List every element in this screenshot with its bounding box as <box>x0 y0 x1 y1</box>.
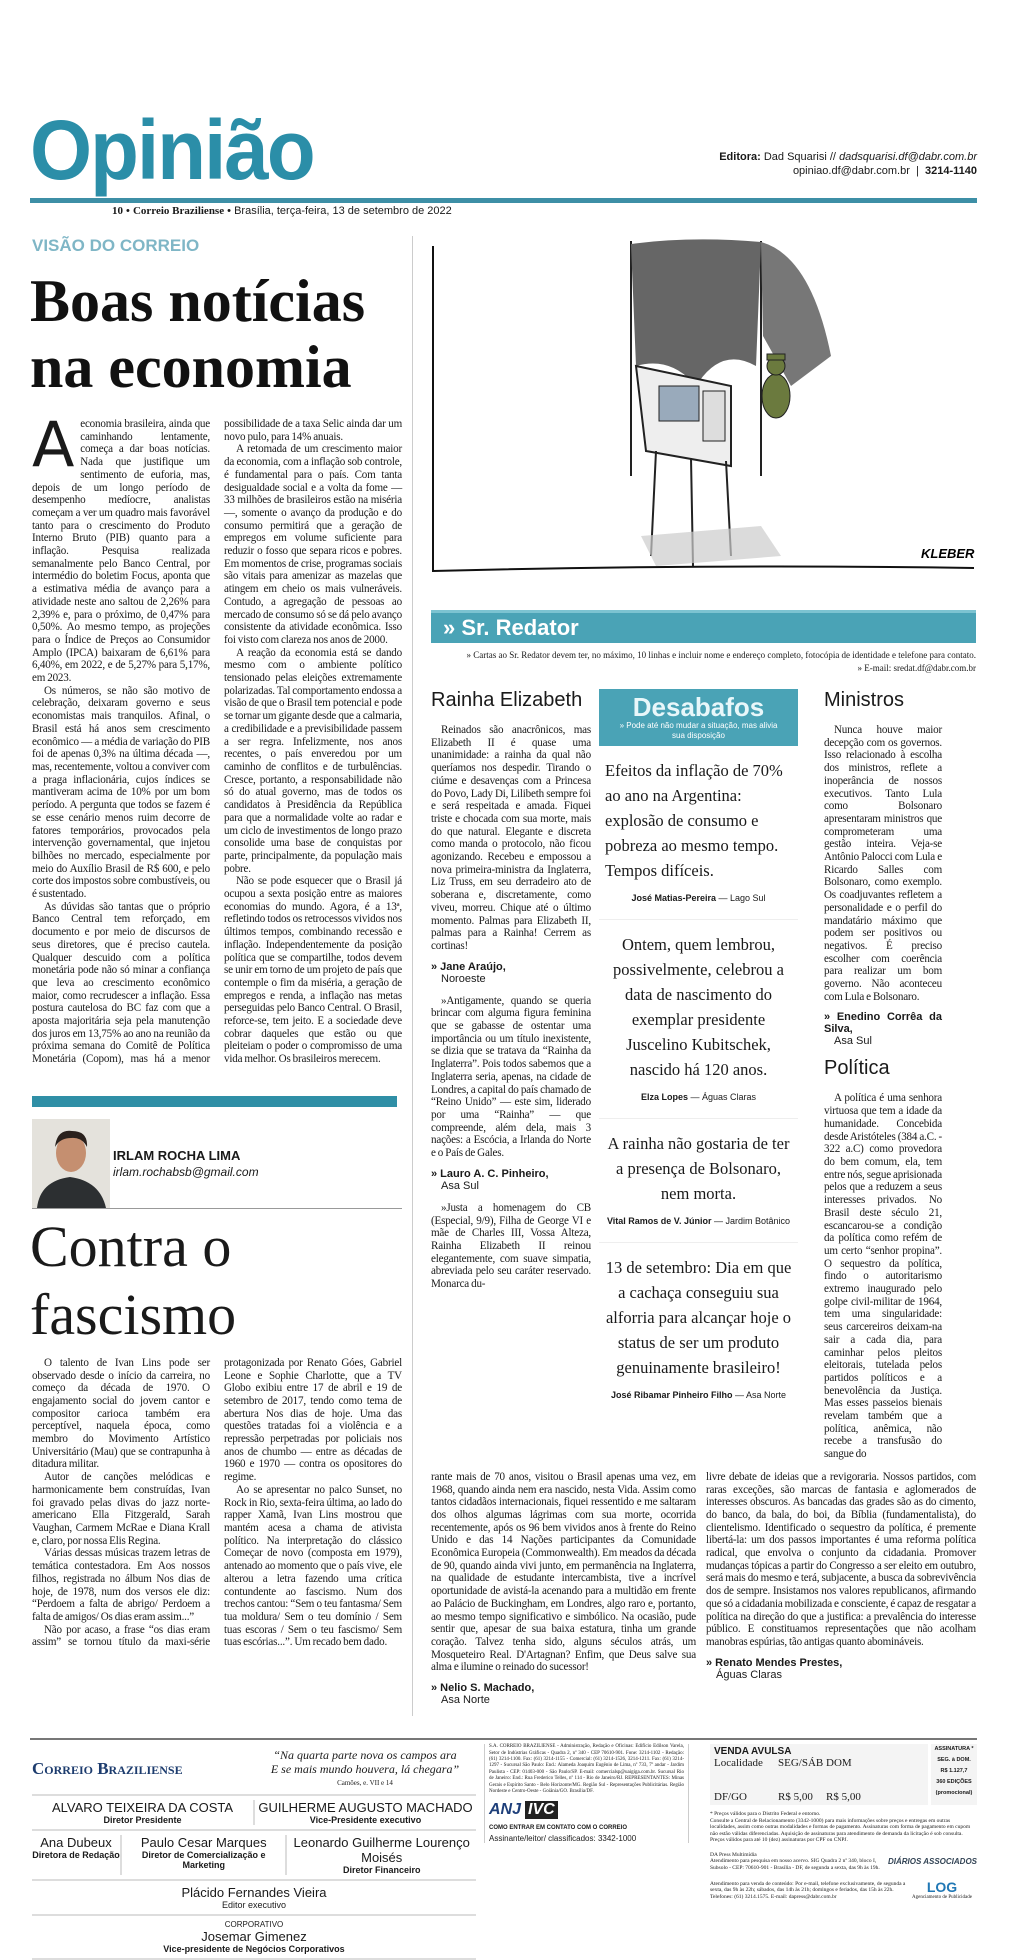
person-role: Editor executivo <box>221 1900 287 1911</box>
headline-line: na economia <box>30 334 352 400</box>
footer <box>30 1744 977 1960</box>
dateline: 10 • Correio Braziliense • Brasília, terça-feira, 13 de setembro de 2022 <box>112 205 452 217</box>
desabafo-author: Vital Ramos de V. Júnior <box>606 1216 712 1226</box>
paragraph: Autor de canções melódicas e harmonicamente bem construídas, Ivan foi gravado pelas divas do jazz norte-americano Ella Fitzgerald, Sarah Vaughan, Carmem McRae e Diana Krall e, claro, por nossa Elis Regina. <box>32 1471 210 1547</box>
subscription-price: R$ 1.127,7 <box>940 1768 968 1775</box>
editorial-cartoon <box>431 236 976 581</box>
paragraph: Não por acaso, a frase “os dias eram assim” se tornou título da maxi-série protagonizada por Renato Góes, Gabriel Leone e Sophie Charlotte, que a TV Globo exibiu entre 17 de abril e 19 de setembro de 2017, tendo como tema de abertura Nos dias de hoje. Uma das questões tratadas foi a violência e a repressão perpetradas por policiais nos anos de chumbo — entre as décadas de 1960 e 1970 — contra os opositores do regime. <box>32 1356 402 1649</box>
corporate-label: CORPORATIVO <box>224 1920 284 1930</box>
editorial-kicker: VISÃO DO CORREIO <box>32 236 200 255</box>
desabafo-place: — Águas Claras <box>690 1092 757 1102</box>
letter-text: Nunca houve maior decepção com os governos. Isso relacionado à escolha dos ministros, reflete a inoperância de nossos executivos. Tanto Lula como Bolsonaro apresentaram ministros que comprometeram uma gestão inteira. Veja-se Antônio Palocci com Lula e Ricardo Salles com Bolsonaro, como exemplo. Os coadjuvantes refletem a personalidade e o perfil do mandatário máximo que podem ser positivos ou negativos. É preciso escolher com coerência para realizar um bom governo. Não aconteceu com Lula e Bolsonaro. <box>824 724 942 1003</box>
letter-city: Águas Claras <box>716 1668 783 1681</box>
person-name: Paulo Cesar Marques <box>140 1835 267 1851</box>
table-header: SEG/SÁB <box>778 1757 824 1770</box>
paragraph: O talento de Ivan Lins pode ser observado desde o início da carreira, no começo da década de 1970. O engajamento social do jovem cantor e compositor carioca também era perceptível, naquela época, como membro do Movimento Artístico Universitário (Mau) que se contrapunha à ditadura militar. <box>32 1356 210 1471</box>
central-note: Consulte a Central de Relacionamento (3342-1000) para mais informações sobre preços e entregas em outras localidades, assim como outras modalidades e formas de pagamento. Assinaturas com forma de pagamento em cupom não estão válidas diferenciadas. Aquisição de assinaturas para atendimento de demanda da licitação é sob consulta. Preços válidos para até 10 (dez) assinaturas por CPF ou CNPJ. <box>710 1817 971 1844</box>
column-headline: Contra o fascismo <box>30 1213 237 1347</box>
person-name: ALVARO TEIXEIRA DA COSTA <box>51 1800 234 1816</box>
table-header: DOM <box>826 1757 852 1770</box>
desabafo-item <box>599 1119 798 1243</box>
table-cell: R$ 5,00 <box>778 1791 813 1804</box>
desabafo-text: A rainha não gostaria de ter a presença de Bolsonaro, nem morta. <box>607 1134 790 1203</box>
paragraph: Os números, se não são motivo de celebração, deixaram governo e seus economistas mais tranquilos. Afinal, o Brasil está há anos sem crescimento econômico — a média de variação do PIB foi de apenas 0,3% na última década —, mas, recentemente, voltou a conviver com a praga inflacionária, cujos índices se mantiveram acima de 10% por um bom período. A pergunta que todos se fazem é se esse cenário menos ruim decorre de fatores temporários, provocados pela intervenção governamental, que injetou bilhões no mercado, especialmente por meio do Auxílio Brasil de R$ 600, e pelo corte dos impostos sobre combustíveis, ou é sustentado. <box>32 684 210 901</box>
desabafo-author: José Matias-Pereira <box>631 893 716 903</box>
letter-politica-continued <box>706 1471 976 1716</box>
person-role: Diretor Presidente <box>103 1815 182 1826</box>
cartoon-signature: KLEBER <box>921 546 975 561</box>
paragraph: A reação da economia está se dando mesmo com o ambiente político tensionado pelas eleições extremamente polarizadas. Tal comportamento endossa a visão de que o Brasil tem potencial e pode se tornar um gigante desde que a calmaria, a credibilidade e a previsibilidade passem a ser regra. Infelizmente, nos anos recentes, o país enveredou por um caminho de conflitos e de turbulências. Cresce, portanto, a responsabilidade não só do atual governo, mas de todos os candidatos à Presidência da República para que a normalidade volte ao radar e um ciclo de investimentos de longo prazo consolide uma base de conquistas por parte, principalmente, da população mais pobre. <box>224 646 402 875</box>
table-header: Localidade <box>714 1757 763 1770</box>
author-name: IRLAM ROCHA LIMA <box>113 1147 241 1163</box>
desabafo-author: Elza Lopes <box>640 1092 688 1102</box>
letter-signature: » Enedino Corrêa da Silva, <box>824 1011 942 1036</box>
desabafos-title: Desabafos <box>632 692 765 722</box>
contact-title: COMO ENTRAR EM CONTATO COM O CORREIO <box>489 1825 627 1832</box>
subscription-days: SEG. à DOM. <box>937 1757 971 1764</box>
desabafos-box <box>599 689 798 1416</box>
anj-logo: ANJ <box>489 1801 522 1819</box>
paragraph: Várias dessas músicas trazem letras de temática contestadora. Em Aos nossos filhos, registrada no álbum Nos dias de hoje, de 1978, num dos versos ele diz: “Perdoem a falta de abrigo/ Perdoem a falta de amigos/ Os dias eram assim...” <box>32 1547 210 1623</box>
right-column <box>431 236 976 1716</box>
header-rule <box>30 198 977 203</box>
desabafo-item <box>599 746 798 920</box>
column-bar <box>32 1096 397 1107</box>
person-name: Ana Dubeux <box>40 1835 112 1851</box>
da-press: DA Press Multimídia <box>710 1851 757 1858</box>
prices-note: * Preços válidos para o Distrito Federal e entorno. <box>710 1811 821 1818</box>
letter-title: Política <box>824 1057 890 1080</box>
section-phone: 3214-1140 <box>925 165 977 177</box>
letter-city: Noroeste <box>441 972 486 985</box>
editor-label: Editora: <box>719 151 761 163</box>
quote-source: Camões, e. VII e 14 <box>337 1779 393 1788</box>
masthead-box <box>32 1744 476 1960</box>
section-title: Opinião <box>30 103 314 197</box>
person-name: Josemar Gimenez <box>201 1929 307 1945</box>
paragraph: Não se pode esquecer que o Brasil já ocupou a sexta posição entre as maiores economias do mundo. Agora, é a 13ª, refletindo todos os retrocessos vividos nos últimos tempos, combinando recessão e inflação. Independentemente da posição política que se compartilhe, todos devem se unir em torno de um projeto de país que contemple o fim da miséria, a geração de empregos e renda, a inflação nas metas perseguidas pelo Banco Central. O Brasil, reforce-se, tem jeito. E a sociedade deve cobrar daqueles que estão ou que pleiteiam o poder o compromisso de uma vida melhor. Os brasileiros merecem. <box>224 875 402 1066</box>
paragraph: A retomada de um crescimento maior da economia, com a inflação sob controle, é fundamental para o país. Com tanta desigualdade social e a volta da fome — 33 milhões de brasileiros estão na miséria —, somente o avanço da produção e do consumo permitirá que a geração de empregos em volume suficiente para reduzir o fosso que separa ricos e pobres. Em momentos de crise, programas sociais são vitais para amenizar as mazelas que atingem em cheio os mais vulneráveis. Contudo, a agregação de pessoas ao mercado de consumo só se dá pelo avanço consistente da atividade econômica. Isso foi visto com clareza nos anos de 2000. <box>224 443 402 646</box>
left-column <box>30 236 413 1716</box>
letter-city: Asa Norte <box>441 1694 490 1707</box>
paragraph: Ao se apresentar no palco Sunset, no Rock in Rio, sexta-feira última, ao lado do rapper Xamã, Ivan Lins mostrou que mantém acesa a chama de ativista político. Na interpretação do clássico Começar de novo (composta em 1979), antenado ao momento que o país vive, ele alterou a letra fazendo uma crítica contundente ao fascismo. Num dos trechos cantou: “Sem o teu fantasma/ Sem tua moldura/ Sem o teu domínio / Sem tuas escoras / Sem o teu fascismo/ Sem tuas escórias...”. Um recado bem dado. <box>224 1483 402 1649</box>
desabafo-text: 13 de setembro: Dia em que a cachaça conseguiu sua alforria para alcançar hoje o status de ser um produto genuinamente brasileiro! <box>605 1258 792 1377</box>
table-cell: DF/GO <box>714 1791 748 1804</box>
letters-note <box>431 649 976 675</box>
paper-name: Correio Braziliense <box>132 205 225 217</box>
service-text: Atendimento para venda de conteúdo: Por e-mail, telefone exclusivamente, de segunda a sexta, das 9h às 22h; sábados, das 14h às 21h; domingos e feriados, das 15h às 22h. Telefones: (61) 3214.1575. E-mail: dapress@dabr.com.br <box>710 1880 906 1900</box>
author-photo <box>32 1119 110 1208</box>
main-area <box>30 236 977 1716</box>
desabafo-place: — Asa Norte <box>735 1390 787 1400</box>
letters-email[interactable]: » E-mail: sredat.df@dabr.com.br <box>857 663 976 673</box>
quote-line: E se mais mundo houvera, lá chegara” <box>270 1762 460 1777</box>
letter-title: Ministros <box>824 689 905 711</box>
legal-text: S.A. CORREIO BRAZILIENSE - Administração, Redação e Oficinas: Edifício Edilson Varela, Setor de Indústrias Gráficas - Quadra 2, nº 340 - CEP 70610-901. Fone: 3214-1102 - Redação: (61) 3214-1100. Fax: (61) 3214-1155 - Comercial: (61) 3214-1526, 3214-1211. Fax: (61) 3214-1297 - Sucursal São Paulo: End.: Alameda Joaquim Eugênio de Lima, nº 733, 7º andar - Jardim Paulista - CEP: 01403-000 - São Paulo/SP. E-mail: comercialsp@uaigiga.com.br. Sucursal Rio de Janeiro: End.: Rua Frederico Telles, nº 114 - Rio de Janeiro/RJ. REPRESENTANTES: Minas Gerais e Espírito Santo - Belo Horizonte/MG. Região Sul - Representações Publicitárias. Região Nordeste e Centro-Oeste - Goiânia/GO. Brasília/DF. <box>489 1744 684 1794</box>
letter-rainha-continued <box>431 1471 696 1716</box>
date: Brasília, terça-feira, 13 de setembro de 2022 <box>234 205 452 217</box>
editorial-body <box>30 408 402 1066</box>
letter-city: Asa Sul <box>834 1035 872 1048</box>
quote-line: “Na quarta parte nova os campos ara <box>273 1748 457 1763</box>
column-body <box>30 1357 402 1649</box>
contact-phone[interactable]: Assinante/leitor/ classificados: 3342-1000 <box>489 1834 637 1844</box>
author-email[interactable]: irlam.rochabsb@gmail.com <box>113 1164 259 1179</box>
letters-grid <box>431 689 976 1461</box>
page-body <box>30 236 977 1960</box>
letter-text: »Justa a homenagem do CB (Especial, 9/9), Filha de George VI e mãe de Charles III, Vossa Alteza, Rainha Elizabeth II reinou elegantemente, com suave simpatia, abreviada pelo seu caráter reservado. Monarca du- <box>431 1201 591 1291</box>
person-role: Diretora de Redação <box>32 1850 120 1861</box>
letter-signature: » Nelio S. Machado, <box>431 1682 535 1695</box>
person-name: Plácido Fernandes Vieira <box>181 1885 327 1901</box>
headline-line: Boas notícias <box>30 268 366 334</box>
person-name: Leonardo Guilherme Lourenço Moisés <box>293 1835 470 1866</box>
letters-section-header: » Sr. Redator <box>431 610 976 643</box>
letters-wide-row <box>431 1471 976 1716</box>
subscription-note: (promocional) <box>935 1790 973 1797</box>
diarios-associados-logo: DIÁRIOS ASSOCIADOS <box>887 1856 977 1866</box>
subscription-title: ASSINATURA * <box>934 1746 974 1753</box>
letter-text: A política é uma senhora virtuosa que tem a idade da humanidade. Concebida desde Aristóteles (384 a.C. - 322 a.C) como provedora do bem comum, ela, tem entre nós, segue aprisionada pelos que a reduzem a seus interesses privados. No Brasil deste século 21, escancarou-se a condição da política como refém de um certo “senhor propina”. O sequestro da política, findo o autoritarismo extremo inaugurado pelo golpe civil-militar de 1964, tem uma singularidade: seus carcereiros deixam-na sair a cada dia, para caminhar pelos pleitos eleitorais, tutelada pelos partidos políticos e a benevolência da Justiça. Mas esses passeios bienais revelam também que a política, anêmica, não recebe a transfusão do sangue do <box>824 1092 942 1461</box>
person-role: Diretor de Comercialização e Marketing <box>141 1850 266 1871</box>
note-text: » Cartas ao Sr. Redator devem ter, no máximo, 10 linhas e incluir nome e endereço completo, fotocópia de identidade e telefone para contato. <box>466 650 976 660</box>
letter-signature: » Lauro A. C. Pinheiro, <box>431 1167 549 1180</box>
person-name: GUILHERME AUGUSTO MACHADO <box>258 1800 473 1816</box>
desabafos-subtitle: » Pode até não mudar a situação, mas alivia sua disposição <box>619 721 778 740</box>
letter-text: rante mais de 70 anos, visitou o Brasil apenas uma vez, em 1968, quando ainda nem era nascido, nesta Vida. Assim como tantos cidadãos internacionais, fiquei ressentido e me saltaram dos olhos algumas lágrimas com sua morte, ocorrida recentemente, após os 96 bem vividos anos à frente do Reino Unido e das 14 Nações participantes da Comunidade Econômica Europeia (Commonwealth). Em meados da década de 90, quando ainda vivi junto, em permanência na Inglaterra, na qualidade de estudante intercambista, tive a incrível oportunidade de avistá-la acenando para a multidão em frente ao Palácio de Buckingham, em Londres, algo raro e, portanto, ao mesmo tempo significativo e simbólico. Na ocasião, pude sentir que, apesar de sua baixa estatura, tinha um grande coração. Talvez tenha sido, alguns séculos atrás, um Mosqueteiro Real. D'Artagnan? Enfim, que Deus salve sua alma e ilumine o reinado do sucessor! <box>431 1470 696 1674</box>
letter-signature: » Renato Mendes Prestes, <box>706 1656 843 1669</box>
sales-title: VENDA AVULSA <box>714 1746 792 1758</box>
footer-rule <box>30 1738 977 1740</box>
ivc-logo: IVC <box>525 1801 558 1819</box>
drop-cap: A <box>32 408 75 481</box>
desabafo-text: Efeitos da inflação de 70% ao ano na Argentina: explosão de consumo e pobreza ao mesmo tempo. Tempos difíceis. <box>605 761 783 880</box>
letter-signature: » Jane Araújo, <box>431 960 506 973</box>
desabafo-item <box>599 920 798 1119</box>
person-role: Vice-presidente de Negócios Corporativos <box>163 1944 345 1955</box>
letter-title: Rainha Elizabeth <box>431 689 583 711</box>
desabafo-place: — Jardim Botânico <box>714 1216 791 1226</box>
letter-rainha <box>431 689 591 1461</box>
section-email[interactable]: opiniao.df@dabr.com.br <box>792 165 910 177</box>
person-role: Vice-Presidente executivo <box>309 1815 422 1826</box>
editor-name: Dad Squarisi // <box>763 151 836 163</box>
letter-ministros <box>824 689 942 1461</box>
da-press-text: Atendimento para pesquisa em nosso acervo. SIG Quadra 2 nº 340, bloco I, Subsolo - CEP: 70610-901 - Brasília - DF, de segunda a sexta, das 9h às 19h. <box>710 1858 880 1871</box>
letter-text: »Antigamente, quando se queria brincar com alguma figura feminina que se gabasse de ostentar uma importância ou um título inexistente, se dizia que se tratava da “Rainha da Inglaterra”. Pois todos sabemos que a Inglaterra seria, apenas, na cidade de Londres, a capital do país chamado de “Reino Unido” — este sim, liderado por uma “Rainha” — que compreende, além dela, mais 3 nações: a Escócia, a Irlanda do Norte e o País de Gales. <box>431 994 591 1160</box>
letter-text: Reinados são anacrônicos, mas Elizabeth II é quase uma unanimidade: a rainha da qual não queríamos nos despedir. Tirando o ciúme e desavenças com a Princesa do Povo, Lady Di, Lilibeth sempre foi e será respeitada e amada. Fiquei triste e chocada com sua morte, mais do que natural. Elegante e discreta como manda o protocolo, não ficou agonizando. Recebeu e empossou a nova primeira-ministra da Inglaterra, Liz Truss, em seu derradeiro ato de soberana e, discretamente, como viveu, morreu. Chique até o último momento. Palmas para Elizabeth II, palmas para a Rainha! Cerrem as cortinas! <box>431 724 591 952</box>
sales-box <box>710 1744 977 1902</box>
letter-city: Asa Sul <box>441 1179 479 1192</box>
paper-logo: Correio Braziliense <box>32 1759 183 1779</box>
subscription-editions: 360 EDIÇÕES <box>936 1779 972 1786</box>
desabafo-author: José Ribamar Pinheiro Filho <box>610 1390 733 1400</box>
person-role: Diretor Financeiro <box>342 1865 421 1876</box>
table-cell: R$ 5,00 <box>826 1791 861 1804</box>
desabafo-text: Ontem, quem lembrou, possivelmente, celebrou a data de nascimento do exemplar presidente Juscelino Kubitschek, nascido há 120 anos. <box>613 935 784 1079</box>
editor-info: Editora: Dad Squarisi // dadsquarisi.df@dabr.com.br opiniao.df@dabr.com.br | 3214-1140 <box>719 151 977 177</box>
page-number: 10 <box>112 205 123 217</box>
dalog-logo: LOG <box>926 1879 958 1896</box>
letter-text: livre debate de ideias que a revigoraria. Nossos partidos, com raras exceções, são marcas de fantasia e aglomerados de interesses obscuros. As bancadas das grades são as do cimento, do banco, da bala, do boi, da Bíblia (fundamentalista), do clientelismo. Identificado o sequestro da política, é premente libertá-la: um dos passos importantes é uma reforma política radical, que envolva o conjunto da cidadania. Promover mudanças tópicas a partir do Congresso a ser eleito em outubro, será mais do mesmo e terá, subjacente, a busca da sobrevivência dos de sempre. Insistamos nos valores republicanos, afirmando que só a cidadania mobilizada e consciente, é capaz de resgatar a política na direção do que a justifica: a prevalência do interesse público. E constituamos representações que não acolham manobras espúrias, tão antigas quanto abomináveis. <box>706 1470 976 1648</box>
editorial-headline <box>30 268 402 400</box>
author-row <box>32 1119 402 1209</box>
editor-email[interactable]: dadsquarisi.df@dabr.com.br <box>839 151 977 163</box>
paragraph: economia brasileira, ainda que caminhando lentamente, começa a dar boas notícias. Nada que justifique um sentimento de euforia, mas, depois de um longo período de desempenho medíocre, analistas começam a ver um quadro mais favorável tanto para o crescimento do Produto Interno Bruto (PIB) quanto para a inflação. Pesquisa realizada semanalmente pelo Banco Central, por intermédio do boletim Focus, aponta que a estimativa média de avanço para a atividade neste ano saltou de 2,26% para 2,39% e, para o próximo, de 0,47% para 0,50%. Ao mesmo tempo, as projeções para o Índice de Preços ao Consumidor Amplo (IPCA) baixaram de 6,61% para 6,40%, em 2022, e de 5,27% para 5,17%, em 2023. <box>32 418 210 685</box>
dalog-subtitle: Agenciamento de Publicidade <box>912 1895 972 1901</box>
paragraph: As dúvidas são tantas que o próprio Banco Central tem reforçado, em documento e por meio de discursos de seus diretores, que é preciso cautela. Qualquer descuido com a política monetária pode não só minar a confiança que leva ao crescimento econômico maior, como recrudescer a inflação. Essa postura cautelosa do BC faz com que a aposta majoritária seja pela manutenção dos juros em 13,75% ao ano na reunião da próxima semana do Comitê de Política Monetária (Copom), mas há a menor possibilidade de a taxa Selic ainda dar um novo pulo, para 14% anuais. <box>32 418 402 1066</box>
desabafo-place: — Lago Sul <box>718 893 766 903</box>
desabafo-item <box>599 1243 798 1416</box>
legal-info <box>484 1744 689 1843</box>
